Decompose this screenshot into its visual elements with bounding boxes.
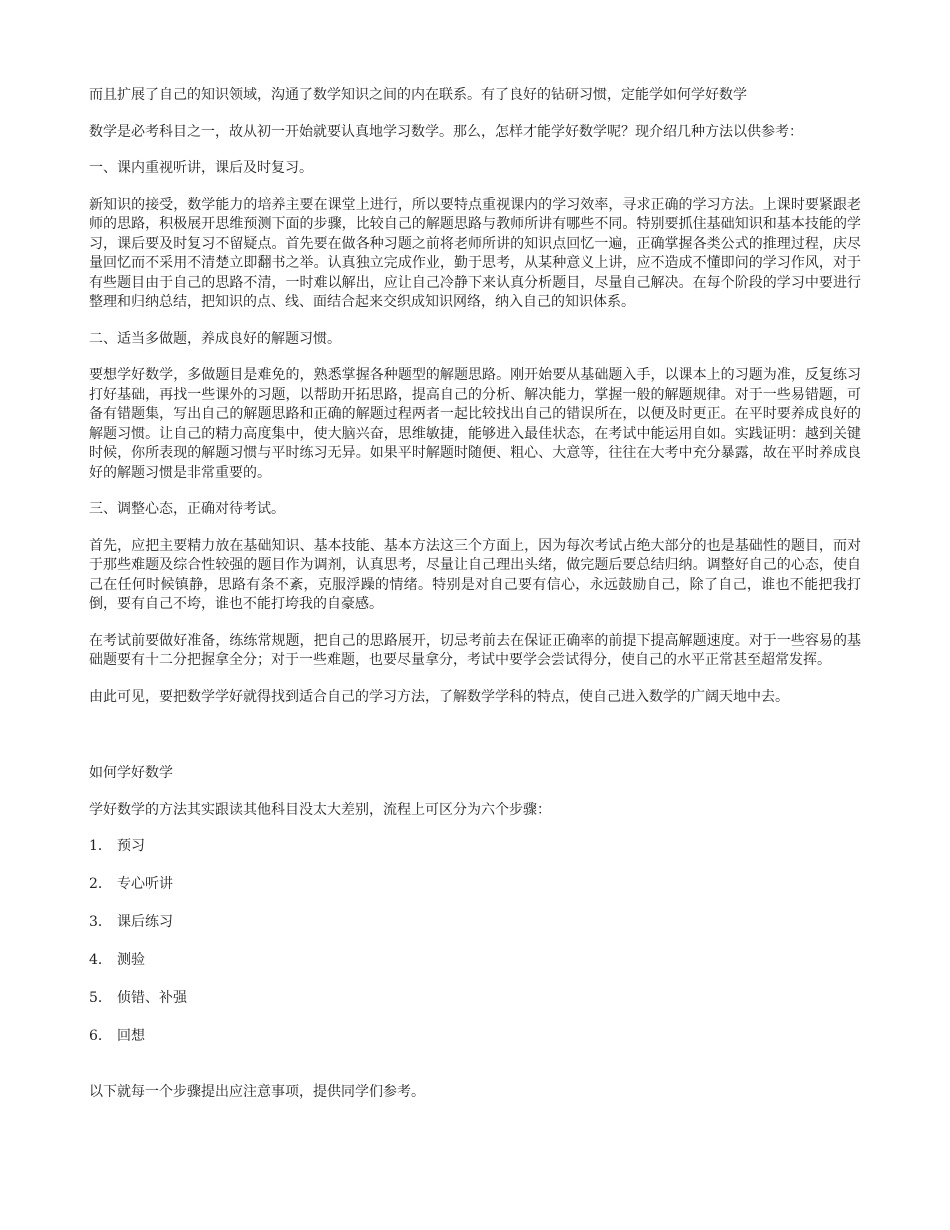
paragraph-conclusion: 由此可见，要把数学学好就得找到适合自己的学习方法，了解数学学科的特点，使自己进入数学的广阔天地中去。 bbox=[89, 688, 789, 705]
list-number: 4． bbox=[89, 952, 112, 968]
paragraph-intro-fragment: 而且扩展了自己的知识领域，沟通了数学知识之间的内在联系。有了良好的钻研习惯，定能学如何学好数学 bbox=[89, 87, 747, 103]
heading-method-2: 二、适当多做题，养成良好的解题习惯。 bbox=[89, 330, 341, 347]
list-text: 回想 bbox=[117, 1028, 145, 1044]
list-item bbox=[89, 1027, 861, 1047]
document-page bbox=[89, 86, 861, 1119]
list-item bbox=[89, 913, 861, 933]
paragraph-intro: 数学是必考科目之一，故从初一开始就要认真地学习数学。那么，怎样才能学好数学呢？现介绍几种方法以供参考： bbox=[89, 123, 803, 140]
list-item bbox=[89, 951, 861, 971]
list-text: 课后练习 bbox=[117, 914, 173, 930]
list-item bbox=[89, 837, 861, 857]
list-text: 预习 bbox=[117, 838, 145, 854]
section-intro: 学好数学的方法其实跟读其他科目没太大差别，流程上可区分为六个步骤： bbox=[89, 801, 551, 818]
heading-method-3: 三、调整心态，正确对待考试。 bbox=[89, 501, 285, 517]
steps-list bbox=[89, 837, 861, 1047]
list-item bbox=[89, 875, 861, 895]
closing-paragraph: 以下就每一个步骤提出应注意事项，提供同学们参考。 bbox=[89, 1083, 425, 1100]
section-gap bbox=[89, 724, 861, 764]
list-text: 测验 bbox=[117, 952, 145, 968]
section-title: 如何学好数学 bbox=[89, 765, 173, 781]
list-number: 5． bbox=[89, 990, 112, 1006]
paragraph-method-1: 新知识的接受，数学能力的培养主要在课堂上进行，所以要特点重视课内的学习效率，寻求正确的学习方法。上课时要紧跟老师的思路，积极展开思维预测下面的步骤，比较自己的解题思路与教师所讲有哪些不同。特别要抓住基础知识和基本技能的学习，课后要及时复习不留疑点。首先要在做各种习题之前将老师所讲的知识点回忆一遍，正确掌握各类公式的推理过程，庆尽量回忆而不采用不清楚立即翻书之举。认真独立完成作业，勤于思考，从某种意义上讲，应不造成不懂即问的学习作风，对于有些题目由于自己的思路不清，一时难以解出，应让自己冷静下来认真分析题目，尽量自己解决。在每个阶段的学习中要进行整理和归纳总结，把知识的点、线、面结合起来交织成知识网络，纳入自己的知识体系。 bbox=[89, 196, 861, 310]
list-number: 6． bbox=[89, 1028, 112, 1044]
paragraph-method-3a: 首先，应把主要精力放在基础知识、基本技能、基本方法这三个方面上，因为每次考试占绝大部分的也是基础性的题目，而对于那些难题及综合性较强的题目作为调剂，认真思考，尽量让自己理出头绪，做完题后要总结归纳。调整好自己的心态，使自己在任何时候镇静，思路有条不紊，克服浮躁的情绪。特别是对自己要有信心，永远鼓励自己，除了自己，谁也不能把我打倒，要有自己不垮，谁也不能打垮我的自豪感。 bbox=[89, 537, 861, 612]
paragraph-method-2: 要想学好数学，多做题目是难免的，熟悉掌握各种题型的解题思路。刚开始要从基础题入手，以课本上的习题为准，反复练习打好基础，再找一些课外的习题，以帮助开拓思路，提高自己的分析、解决能力，掌握一般的解题规律。对于一些易错题，可备有错题集，写出自己的解题思路和正确的解题过程两者一起比较找出自己的错误所在，以便及时更正。在平时要养成良好的解题习惯。让自己的精力高度集中，使大脑兴奋，思维敏捷，能够进入最佳状态，在考试中能运用自如。实践证明：越到关键时候，你所表现的解题习惯与平时练习无异。如果平时解题时随便、粗心、大意等，往往在大考中充分暴露，故在平时养成良好的解题习惯是非常重要的。 bbox=[89, 367, 861, 481]
paragraph-method-3b: 在考试前要做好准备，练练常规题，把自己的思路展开，切忌考前去在保证正确率的前提下提高解题速度。对于一些容易的基础题要有十二分把握拿全分；对于一些难题，也要尽量拿分，考试中要学会尝试得分，使自己的水平正常甚至超常发挥。 bbox=[89, 632, 861, 668]
list-number: 2． bbox=[89, 876, 112, 892]
list-text: 侦错、补强 bbox=[117, 990, 187, 1006]
list-text: 专心听讲 bbox=[117, 876, 173, 892]
heading-method-1: 一、课内重视听讲，课后及时复习。 bbox=[89, 160, 313, 176]
list-number: 1． bbox=[89, 838, 112, 854]
list-number: 3． bbox=[89, 914, 112, 930]
list-item bbox=[89, 989, 861, 1009]
